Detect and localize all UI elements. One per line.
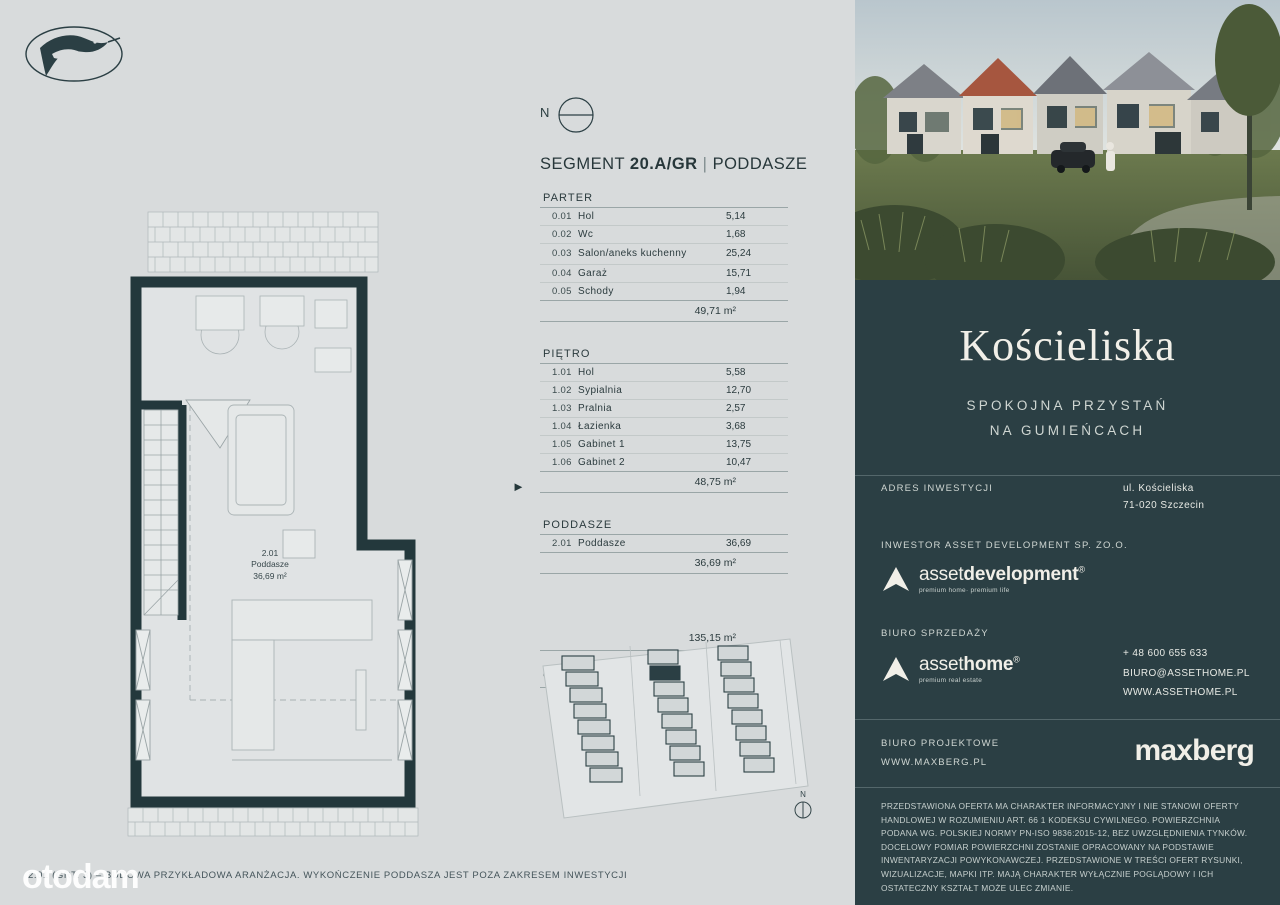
room-name: Gabinet 1: [578, 435, 726, 453]
table-row: [540, 417, 788, 435]
room-name: Hol: [578, 364, 726, 382]
sales-logo-accent: home: [963, 654, 1014, 675]
area-table: [540, 188, 788, 688]
contact-phone[interactable]: + 48 600 655 633: [1123, 648, 1208, 659]
segment-level: PODDASZE: [712, 155, 808, 173]
room-area: 1,68: [726, 226, 788, 244]
bird-logo: [22, 18, 132, 88]
section-table-pietro: [540, 364, 788, 472]
sales-logo-main: asset: [919, 654, 964, 675]
table-row: [540, 453, 788, 471]
tagline-line-1: SPOKOJNA PRZYSTAŃ: [966, 398, 1169, 413]
room-number: 0.03: [540, 244, 578, 265]
plan-label-area: 36,69 m²: [253, 570, 287, 581]
room-name: Łazienka: [578, 417, 726, 435]
site-plan: [540, 636, 810, 821]
room-number: 0.04: [540, 264, 578, 282]
plan-room-label: [235, 548, 305, 582]
section-header-pietro: PIĘTRO: [540, 344, 788, 364]
hero-visualization: [855, 0, 1280, 280]
maxberg-logo: maxberg: [1134, 734, 1254, 767]
room-name: Schody: [578, 282, 726, 300]
room-area: 12,70: [726, 381, 788, 399]
room-number: 0.02: [540, 226, 578, 244]
current-level-marker: ►: [512, 479, 525, 494]
north-arrow: [540, 95, 610, 137]
plan-label-code: 2.01: [261, 548, 279, 558]
room-number: 0.05: [540, 282, 578, 300]
room-name: Sypialnia: [578, 381, 726, 399]
project-office-block: [855, 720, 1280, 788]
section-sum-parter: 49,71 m²: [540, 301, 788, 322]
project-office-label: BIURO PROJEKTOWE: [881, 738, 1000, 749]
section-sum-poddasze: 36,69 m²: [540, 553, 788, 574]
section-header-poddasze: PODDASZE: [540, 515, 788, 535]
table-row: [540, 264, 788, 282]
section-table-parter: [540, 208, 788, 301]
room-name: Pralnia: [578, 399, 726, 417]
room-area: 15,71: [726, 264, 788, 282]
address-value: [1123, 480, 1204, 514]
contact-email[interactable]: BIURO@ASSETHOME.PL: [1123, 667, 1250, 679]
site-plan-north-letter: N: [800, 790, 806, 799]
room-number: 1.04: [540, 417, 578, 435]
watermark-text: otodam: [22, 858, 139, 896]
room-number: 1.06: [540, 453, 578, 471]
segment-title: [540, 155, 820, 174]
table-row: [540, 435, 788, 453]
table-row: [540, 535, 788, 553]
north-letter: N: [540, 105, 551, 120]
section-header-parter: PARTER: [540, 188, 788, 208]
asset-triangle-icon: [881, 654, 911, 684]
room-area: 25,24: [726, 244, 788, 265]
table-row: [540, 226, 788, 244]
asset-home-logo: [881, 654, 1081, 684]
room-area: 1,94: [726, 282, 788, 300]
room-area: 10,47: [726, 453, 788, 471]
contact-block: [1123, 644, 1250, 703]
investor-logo-subtitle: premium home· premium life: [919, 587, 1010, 594]
brand-name: Kościeliska: [959, 321, 1176, 370]
room-name: Salon/aneks kuchenny: [578, 244, 726, 265]
legal-disclaimer-text: PRZEDSTAWIONA OFERTA MA CHARAKTER INFORMACYJNY I NIE STANOWI OFERTY HANDLOWEJ W ROZUMIENIU ART. 66 1 KODEKSU CYWILNEGO. POWIERZCHNIA PODANA WG. POLSKIEJ NORMY PN-ISO 9836:2015-12, BEZ UWZGLĘDNIENIA TYNKÓW. DOCELOWY POMIAR POWIERZCHNI ZOSTANIE OPRACOWANY NA PODSTAWIE INWENTARYZACJI POWYKONAWCZEJ. PRZEDSTAWIONE W TREŚCI OFERT RYSUNKI, WIZUALIZACJE, MAPKI ITP. MAJĄ CHARAKTER WYŁĄCZNIE POGLĄDOWY I ICH OSTATECZNY KSZTAŁT MOŻE ULEC ZMIANIE.: [881, 801, 1248, 893]
investor-logo-accent: development: [963, 564, 1079, 585]
info-block: [855, 476, 1280, 720]
room-area: 3,68: [726, 417, 788, 435]
site-plan-north: [792, 790, 814, 822]
plan-footnote: 2.01 (GRT. 3) – BUDOWA PRZYKŁADOWA ARANŻACJA. WYKOŃCZENIE PODDASZA JEST POZA ZAKRESEM INWESTYCJI: [28, 870, 628, 881]
room-area: 13,75: [726, 435, 788, 453]
room-number: 0.01: [540, 208, 578, 226]
investor-logo-reg: ®: [1078, 564, 1085, 575]
sales-logo-reg: ®: [1013, 654, 1020, 665]
table-row: [540, 282, 788, 300]
room-area: 2,57: [726, 399, 788, 417]
contact-website[interactable]: WWW.ASSETHOME.PL: [1123, 687, 1238, 698]
investor-logo-main: asset: [919, 564, 964, 585]
room-number: 1.02: [540, 381, 578, 399]
room-name: Hol: [578, 208, 726, 226]
asset-development-logo: [881, 564, 1111, 596]
room-name: Garaż: [578, 264, 726, 282]
brand-block: [855, 280, 1280, 476]
room-name: Poddasze: [578, 535, 726, 553]
total-area: 135,15 m²: [540, 624, 788, 651]
tagline-line-2: NA GUMIEŃCACH: [989, 423, 1146, 438]
plan-label-name: Poddasze: [251, 559, 289, 570]
legal-disclaimer: [881, 800, 1256, 895]
segment-prefix: SEGMENT: [540, 155, 625, 173]
floor-plan-drawing: [110, 200, 470, 840]
section-sum-pietro: 48,75 m²: [540, 472, 788, 493]
table-row: [540, 399, 788, 417]
right-panel: [855, 0, 1280, 905]
room-area: 5,14: [726, 208, 788, 226]
address-line-1: ul. Kościeliska: [1123, 483, 1194, 494]
address-line-2: 71-020 Szczecin: [1123, 500, 1205, 511]
table-row: [540, 244, 788, 265]
section-table-poddasze: [540, 535, 788, 553]
segment-separator: |: [702, 155, 708, 173]
asset-triangle-icon: [881, 564, 911, 594]
table-row: [540, 208, 788, 226]
investor-label: INWESTOR ASSET DEVELOPMENT SP. ZO.O.: [881, 540, 1128, 551]
room-number: 1.03: [540, 399, 578, 417]
sales-label: BIURO SPRZEDAŻY: [881, 628, 989, 639]
address-label: ADRES INWESTYCJI: [881, 483, 994, 494]
table-row: [540, 381, 788, 399]
room-number: 1.05: [540, 435, 578, 453]
watermark: [22, 858, 139, 897]
project-office-website[interactable]: WWW.MAXBERG.PL: [881, 757, 988, 768]
room-name: Wc: [578, 226, 726, 244]
room-number: 2.01: [540, 535, 578, 553]
segment-code: 20.A/GR: [629, 155, 698, 173]
room-number: 1.01: [540, 364, 578, 382]
room-area: 36,69: [726, 535, 788, 553]
room-name: Gabinet 2: [578, 453, 726, 471]
room-area: 5,58: [726, 364, 788, 382]
sales-logo-subtitle: premium real estate: [919, 677, 983, 684]
table-row: [540, 364, 788, 382]
